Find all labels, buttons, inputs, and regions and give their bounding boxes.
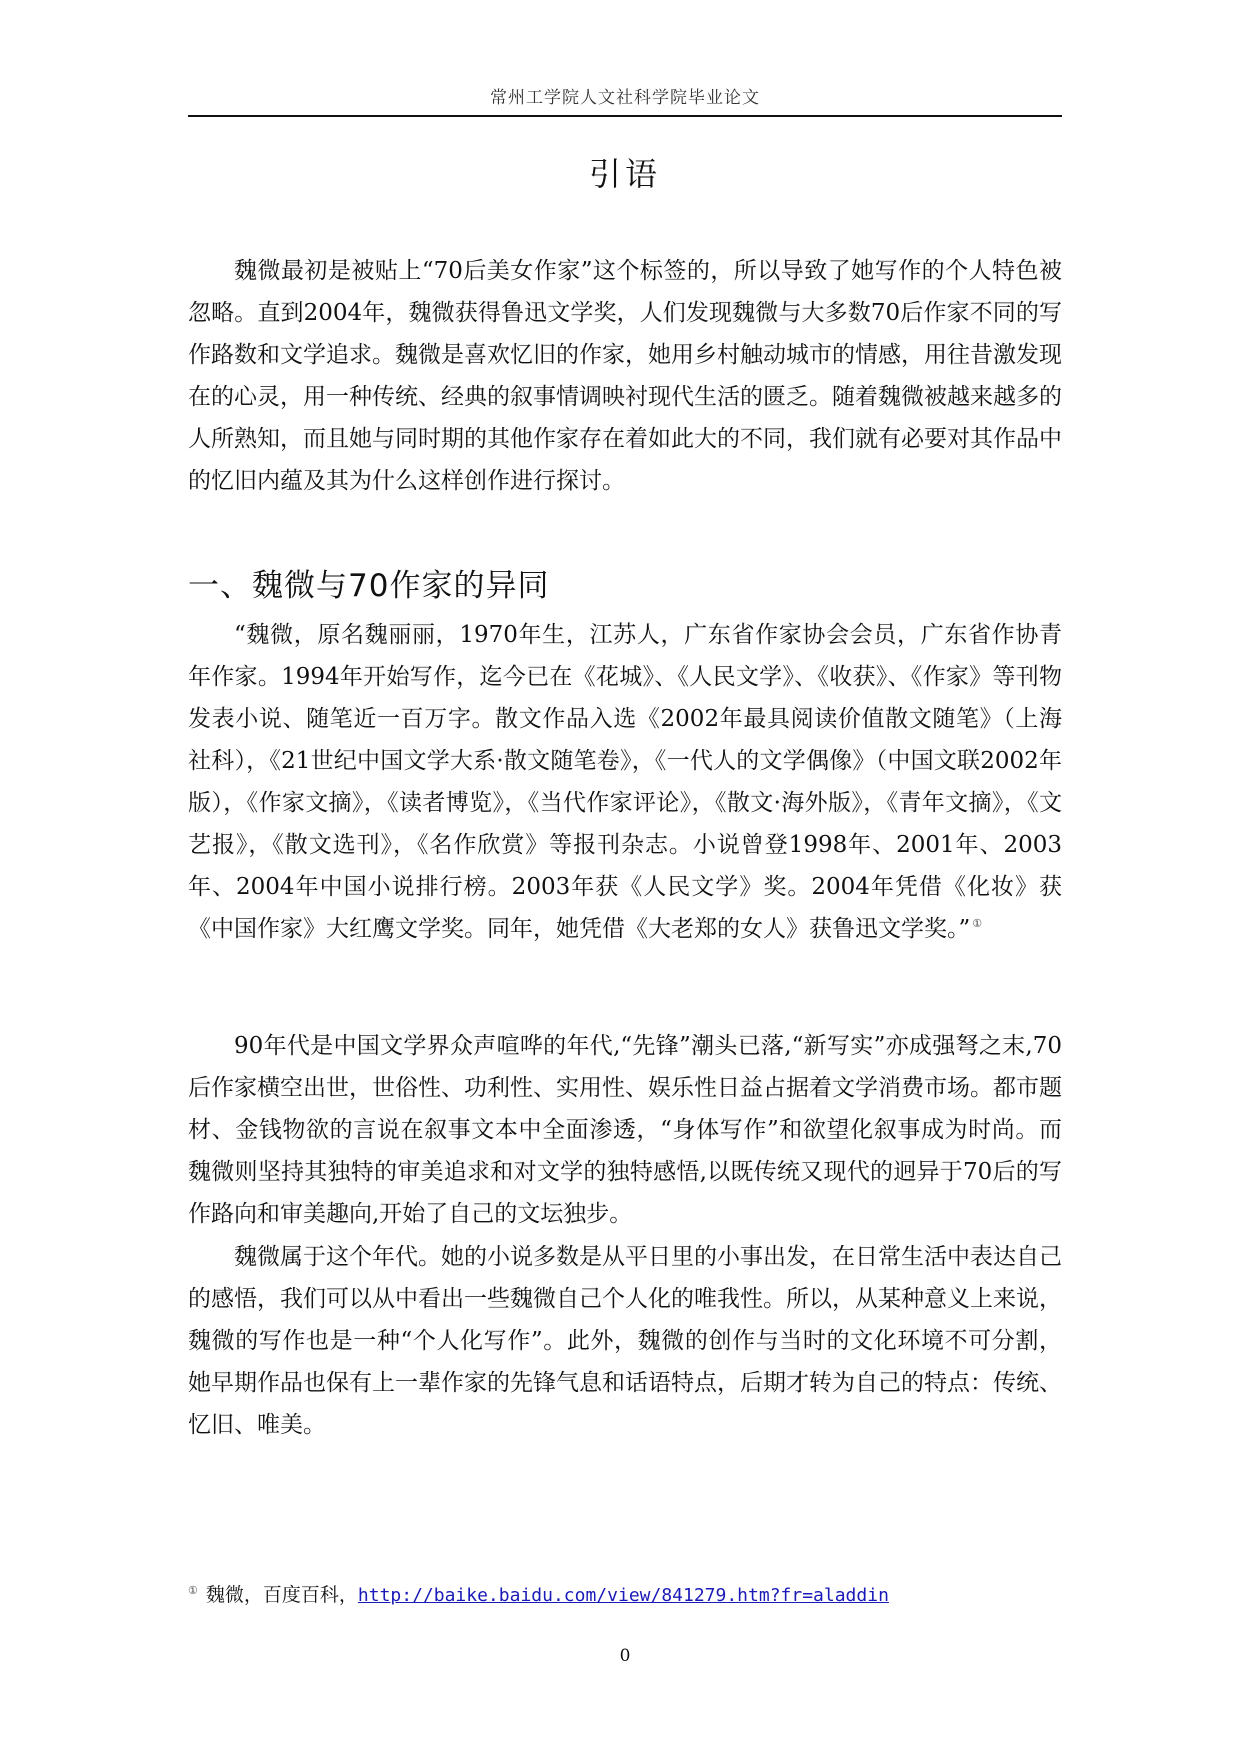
era-paragraph: 魏微属于这个年代。她的小说多数是从平日里的小事出发，在日常生活中表达自己的感悟，我们可以从中看出一些魏微自己个人化的唯我性。所以，从某种意义上来说，魏微的写作也是一种“个人化写作”。此外，魏微的创作与当时的文化环境不可分割，她早期作品也保有上一辈作家的先锋气息和话语特点，后期才转为自己的特点：传统、忆旧、唯美。 (188, 1244, 1062, 1438)
intro-paragraph: 魏微最初是被贴上“70后美女作家”这个标签的，所以导致了她写作的个人特色被忽略。直到2004年，魏微获得鲁迅文学奖，人们发现魏微与大多数70后作家不同的写作路数和文学追求。魏微是喜欢忆旧的作家，她用乡村触动城市的情感，用往昔激发现在的心灵，用一种传统、经典的叙事情调映衬现代生活的匮乏。随着魏微被越来越多的人所熟知，而且她与同时期的其他作家存在着如此大的不同，我们就有必要对其作品中的忆旧内蕴及其为什么这样创作进行探讨。 (188, 258, 1062, 494)
footnote (188, 1580, 1062, 1611)
running-header: 常州工学院人文社科学院毕业论文 (490, 88, 760, 108)
quote-paragraph (188, 614, 1062, 950)
nineties-paragraph: 90年代是中国文学界众声喧哗的年代,“先锋”潮头已落,“新写实”亦成强弩之末,70后作家横空出世，世俗性、功利性、实用性、娱乐性日益占据着文学消费市场。都市题材、金钱物欲的言说在叙事文本中全面渗透，“身体写作”和欲望化叙事成为时尚。而魏微则坚持其独特的审美追求和对文学的独特感悟,以既传统又现代的迥异于70后的写作路向和审美趣向,开始了自己的文坛独步。 (188, 1033, 1062, 1227)
footnote-text: 魏微，百度百科， (205, 1584, 358, 1606)
footnote-link[interactable]: http://baike.baidu.com/view/841279.htm?fr=aladdin (357, 1585, 889, 1606)
header-rule (188, 115, 1062, 117)
footnote-reference[interactable]: ① (972, 917, 983, 931)
quote-paragraph-text: “魏微，原名魏丽丽，1970年生，江苏人，广东省作家协会会员，广东省作协青年作家。1994年开始写作，迄今已在《花城》、《人民文学》、《收获》、《作家》等刊物发表小说、随笔近一百万字。散文作品入选《2002年最具阅读价值散文随笔》（上海社科），《21世纪中国文学大系·散文随笔卷》，《一代人的文学偶像》（中国文联2002年版），《作家文摘》，《读者博览》，《当代作家评论》，《散文·海外版》，《青年文摘》，《文艺报》，《散文选刊》，《名作欣赏》等报刊杂志。小说曾登1998年、2001年、2003年、2004年中国小说排行榜。2003年获《人民文学》奖。2004年凭借《化妆》获《中国作家》大红鹰文学奖。同年，她凭借《大老郑的女人》获鲁迅文学奖。” (188, 622, 1062, 942)
page-title: 引语 (588, 155, 661, 193)
section-heading: 一、魏微与70作家的异同 (188, 568, 550, 604)
page-number: 0 (619, 1646, 631, 1666)
footnote-marker: ① (188, 1583, 198, 1597)
